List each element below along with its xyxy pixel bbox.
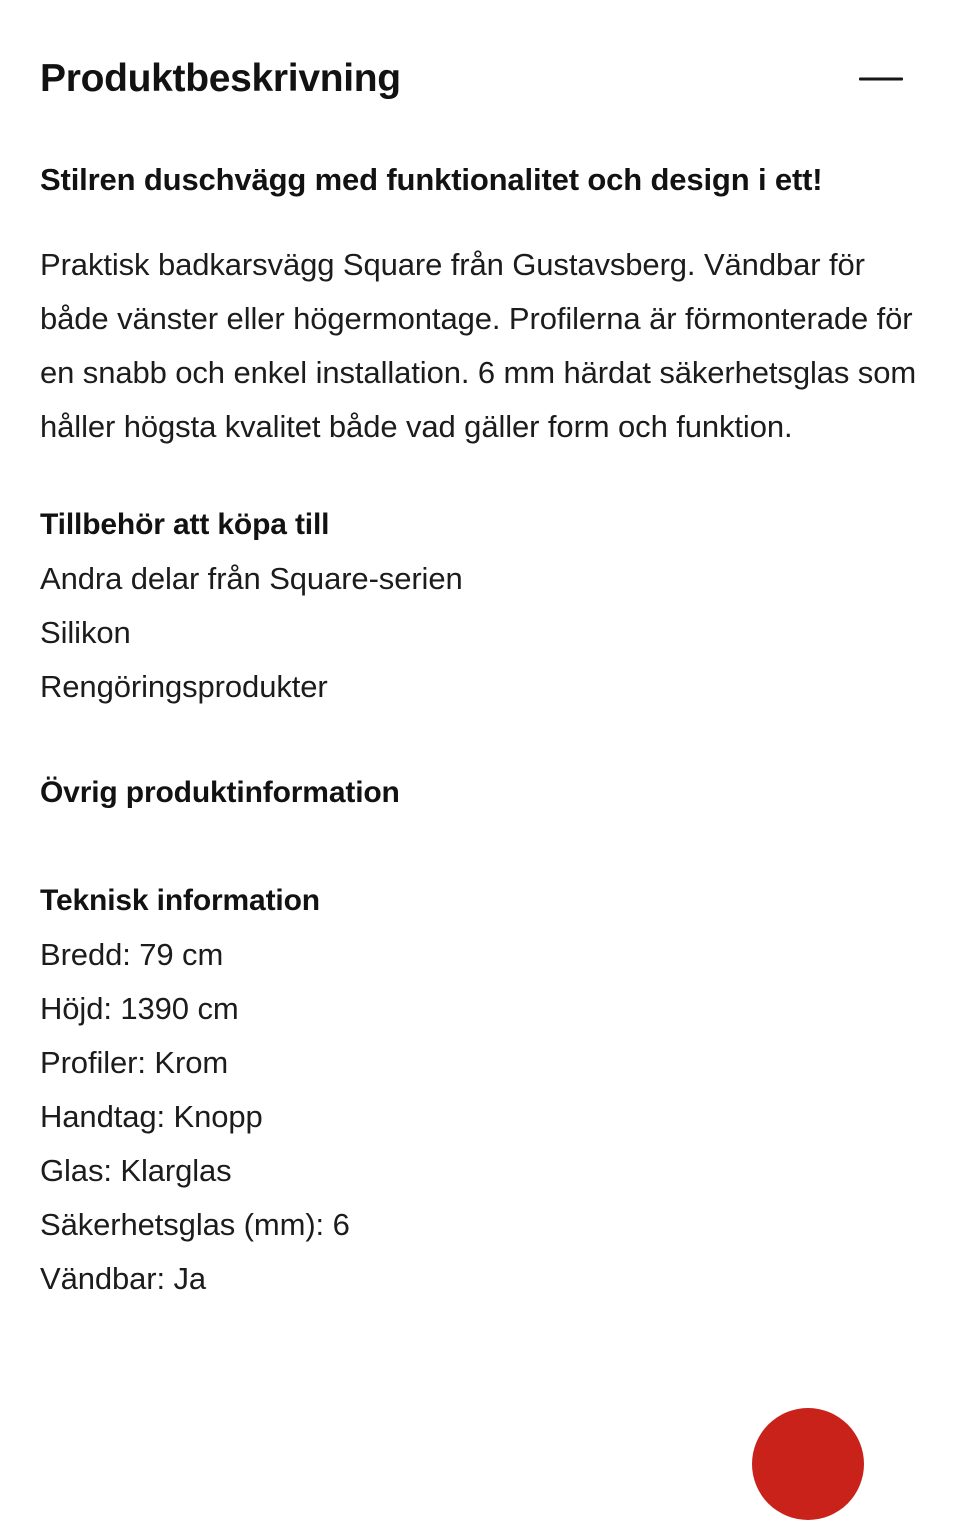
list-item: Silikon xyxy=(40,614,131,650)
product-description-body xyxy=(40,160,924,1306)
list-item: Rengöringsprodukter xyxy=(40,668,328,704)
list-item: Bredd: 79 cm xyxy=(40,936,224,972)
chat-support-icon[interactable] xyxy=(752,1408,864,1520)
list-item: Vändbar: Ja xyxy=(40,1260,207,1296)
page-title: Produktbeskrivning xyxy=(40,56,401,100)
list-item: Höjd: 1390 cm xyxy=(40,990,239,1026)
accessories-heading: Tillbehör att köpa till xyxy=(40,507,330,541)
technical-information-section xyxy=(40,874,924,1306)
minus-icon xyxy=(859,78,903,81)
collapse-toggle-button[interactable] xyxy=(859,57,903,101)
technical-information-heading: Teknisk information xyxy=(40,883,320,917)
list-item: Andra delar från Square-serien xyxy=(40,560,463,596)
accessories-list xyxy=(40,552,924,714)
other-product-information-heading: Övrig produktinformation xyxy=(40,775,400,809)
accessories-section xyxy=(40,498,924,714)
list-item: Handtag: Knopp xyxy=(40,1098,263,1134)
technical-specs-list xyxy=(40,928,924,1306)
other-product-information-section xyxy=(40,766,924,820)
list-item: Profiler: Krom xyxy=(40,1044,229,1080)
lead-heading: Stilren duschvägg med funktionalitet och design i ett! xyxy=(40,162,823,197)
intro-paragraph: Praktisk badkarsvägg Square från Gustavsberg. Vändbar för både vänster eller högermontage. Profilerna är förmonterade för en snabb och enkel installation. 6 mm härdat säkerhetsglas som håller högsta kvalitet både vad gäller form och funktion. xyxy=(40,246,917,444)
list-item: Glas: Klarglas xyxy=(40,1152,232,1188)
list-item: Säkerhetsglas (mm): 6 xyxy=(40,1206,350,1242)
product-description-accordion-header[interactable] xyxy=(40,48,920,110)
